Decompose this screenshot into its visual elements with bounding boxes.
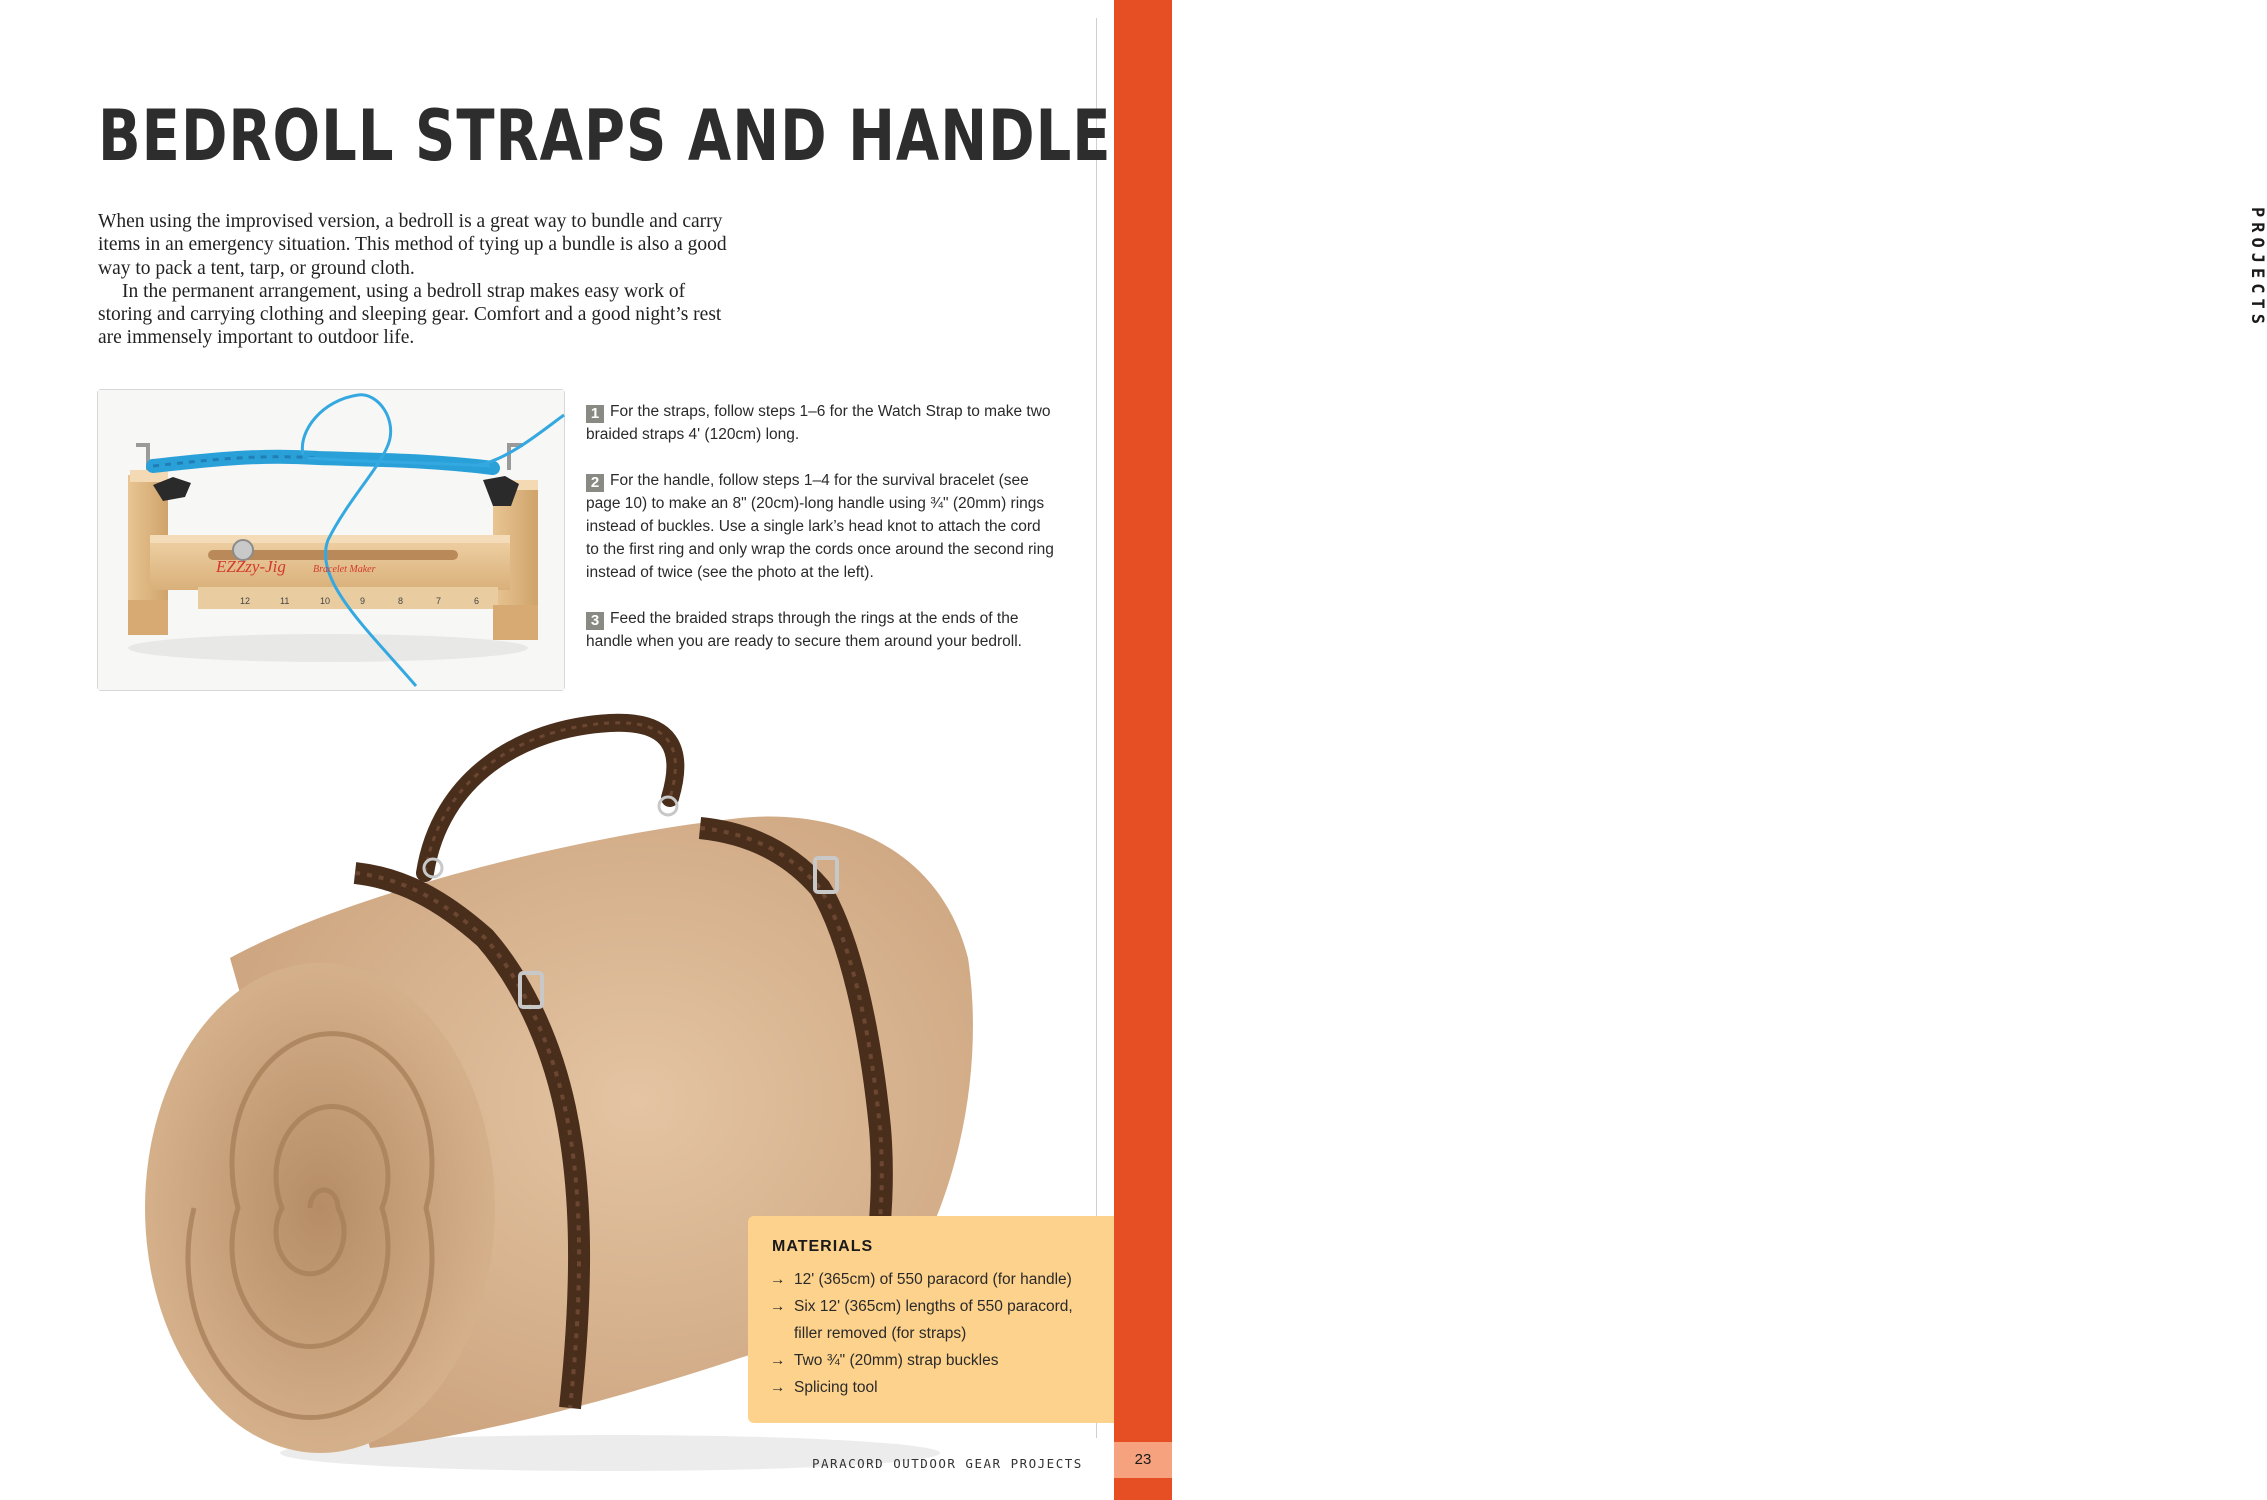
jig-subtitle-text: Bracelet Maker	[313, 564, 376, 575]
section-tab	[1114, 0, 2267, 1500]
instruction-steps	[586, 400, 1056, 676]
ruler-label-8: 8	[398, 596, 404, 606]
materials-item-text: Six 12' (365cm) lengths of 550 paracord, filler removed (for straps)	[794, 1298, 1073, 1342]
section-tab-label: PROJECTS	[2247, 207, 2267, 329]
step-1	[586, 400, 1056, 446]
step-text: For the handle, follow steps 1–4 for the survival bracelet (see page 10) to make an 8" (20cm)-long handle using ¾" (20mm) rings instead of buckles. Use a single lark’s head knot to attach the cord to the first ring and only wrap the cords once around the second ring instead of twice (see the photo at the left).	[586, 472, 1054, 581]
ruler-label-6: 6	[474, 596, 480, 606]
materials-item	[770, 1374, 1100, 1401]
arrow-right-icon: →	[770, 1298, 786, 1315]
ruler-label-12: 12	[240, 596, 251, 606]
bracelet-jig-illustration	[98, 390, 564, 690]
intro-text	[98, 210, 738, 350]
step-text: For the straps, follow steps 1–6 for the Watch Strap to make two braided straps 4' (120cm) long.	[586, 403, 1051, 443]
step-number-badge: 2	[586, 474, 604, 492]
materials-item	[770, 1293, 1100, 1347]
ruler-label-7: 7	[436, 596, 442, 606]
arrow-right-icon: →	[770, 1379, 786, 1396]
ruler-label-11: 11	[280, 596, 290, 606]
step-text: Feed the braided straps through the rings at the ends of the handle when you are ready to secure them around your bedroll.	[586, 610, 1022, 650]
page-number: 23	[1134, 1451, 1152, 1468]
materials-box	[748, 1216, 1114, 1423]
intro-paragraph-1: When using the improvised version, a bedroll is a great way to bundle and carry items in an emergency situation. This method of tying up a bundle is also a good way to pack a tent, tarp, or ground cloth.	[98, 211, 727, 279]
materials-item-text: Two ¾" (20mm) strap buckles	[794, 1352, 999, 1369]
step-3	[586, 607, 1056, 653]
materials-item-text: 12' (365cm) of 550 paracord (for handle)	[794, 1271, 1072, 1288]
step-number-badge: 3	[586, 612, 604, 630]
page-title: BEDROLL STRAPS AND HANDLE	[98, 96, 1112, 178]
step-number-badge: 1	[586, 405, 604, 423]
arrow-right-icon: →	[770, 1271, 786, 1288]
materials-title: MATERIALS	[772, 1238, 874, 1255]
jig-brand-text: EZZzy-Jig	[216, 557, 286, 576]
ruler-label-10: 10	[320, 596, 331, 606]
bracelet-jig-photo	[97, 389, 565, 691]
ruler-label-9: 9	[360, 596, 366, 606]
materials-item-text: Splicing tool	[794, 1379, 878, 1396]
arrow-right-icon: →	[770, 1352, 786, 1369]
page-number-box	[1114, 1442, 1172, 1478]
step-2	[586, 469, 1056, 584]
materials-item	[770, 1347, 1100, 1374]
materials-item	[770, 1266, 1100, 1293]
intro-paragraph-2: In the permanent arrangement, using a bedroll strap makes easy work of storing and carrying clothing and sleeping gear. Comfort and a good night’s rest are immensely important to outdoor life.	[98, 280, 722, 349]
materials-list	[770, 1266, 1100, 1401]
running-footer: PARACORD OUTDOOR GEAR PROJECTS	[812, 1456, 1083, 1471]
